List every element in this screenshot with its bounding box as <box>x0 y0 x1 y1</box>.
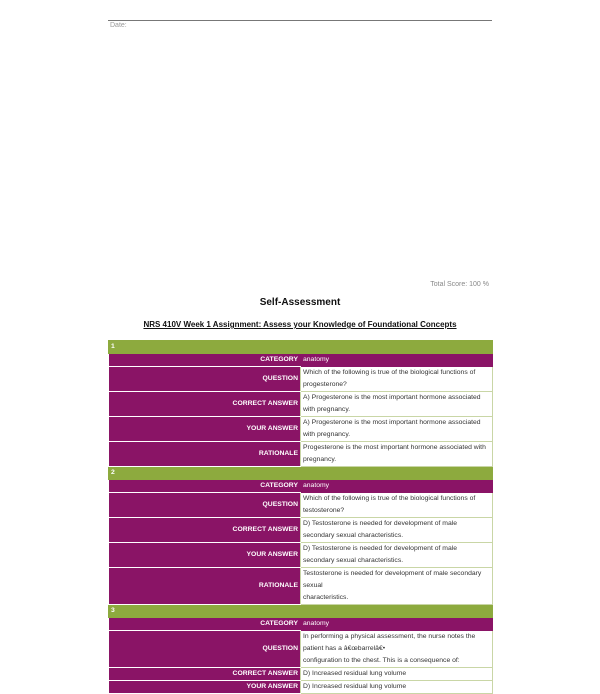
your-answer-label: YOUR ANSWER <box>109 543 301 568</box>
category-label: CATEGORY <box>109 480 301 493</box>
question-number: 1 <box>109 341 493 354</box>
question-number-row <box>109 341 493 354</box>
rationale-cell <box>301 568 493 605</box>
table-row <box>109 392 493 417</box>
question-number: 3 <box>109 605 493 618</box>
assessment-table <box>108 340 493 694</box>
table-row <box>109 480 493 493</box>
question-label: QUESTION <box>109 367 301 392</box>
your-answer-text: D) Testosterone is needed for development of male secondary sexual characteristics. <box>301 543 493 568</box>
category-value: anatomy <box>301 354 493 367</box>
total-score: Total Score: 100 % <box>430 281 489 288</box>
correct-answer-label: CORRECT ANSWER <box>109 518 301 543</box>
page-title: Self-Assessment <box>259 297 341 308</box>
question-text: Which of the following is true of the biological functions of progesterone? <box>301 367 493 392</box>
category-label: CATEGORY <box>109 354 301 367</box>
question-text-line: In performing a physical assessment, the nurse notes the patient has a â€œbarrelâ€• <box>303 633 476 652</box>
rationale-text: Progesterone is the most important hormone associated with pregnancy. <box>301 442 493 467</box>
your-answer-text: D) Increased residual lung volume <box>301 681 493 694</box>
question-number-row <box>109 467 493 480</box>
correct-answer-text: A) Progesterone is the most important hormone associated with pregnancy. <box>301 392 493 417</box>
your-answer-text: A) Progesterone is the most important hormone associated with pregnancy. <box>301 417 493 442</box>
rationale-text-line: Testosterone is needed for development of male secondary sexual <box>303 570 482 589</box>
question-number-row <box>109 605 493 618</box>
category-value: anatomy <box>301 618 493 631</box>
correct-answer-label: CORRECT ANSWER <box>109 668 301 681</box>
table-row <box>109 631 493 668</box>
table-row <box>109 568 493 605</box>
correct-answer-label: CORRECT ANSWER <box>109 392 301 417</box>
table-row <box>109 493 493 518</box>
correct-answer-text: D) Increased residual lung volume <box>301 668 493 681</box>
table-row <box>109 417 493 442</box>
question-cell <box>301 631 493 668</box>
question-label: QUESTION <box>109 493 301 518</box>
category-value: anatomy <box>301 480 493 493</box>
question-label: QUESTION <box>109 631 301 668</box>
your-answer-label: YOUR ANSWER <box>109 681 301 694</box>
category-label: CATEGORY <box>109 618 301 631</box>
correct-answer-text: D) Testosterone is needed for development of male secondary sexual characteristics. <box>301 518 493 543</box>
date-rule <box>108 20 492 21</box>
date-label: Date: <box>110 22 127 29</box>
rationale-label: RATIONALE <box>109 442 301 467</box>
table-row <box>109 668 493 681</box>
your-answer-label: YOUR ANSWER <box>109 417 301 442</box>
question-text-line: configuration to the chest. This is a consequence of: <box>303 657 460 664</box>
table-row <box>109 367 493 392</box>
table-row <box>109 518 493 543</box>
table-row <box>109 681 493 694</box>
table-row <box>109 618 493 631</box>
assignment-title: NRS 410V Week 1 Assignment: Assess your Knowledge of Foundational Concepts <box>143 320 457 329</box>
table-row <box>109 354 493 367</box>
question-text: Which of the following is true of the biological functions of testosterone? <box>301 493 493 518</box>
table-row <box>109 543 493 568</box>
question-number: 2 <box>109 467 493 480</box>
table-row <box>109 442 493 467</box>
rationale-label: RATIONALE <box>109 568 301 605</box>
rationale-text-line: characteristics. <box>303 594 349 601</box>
